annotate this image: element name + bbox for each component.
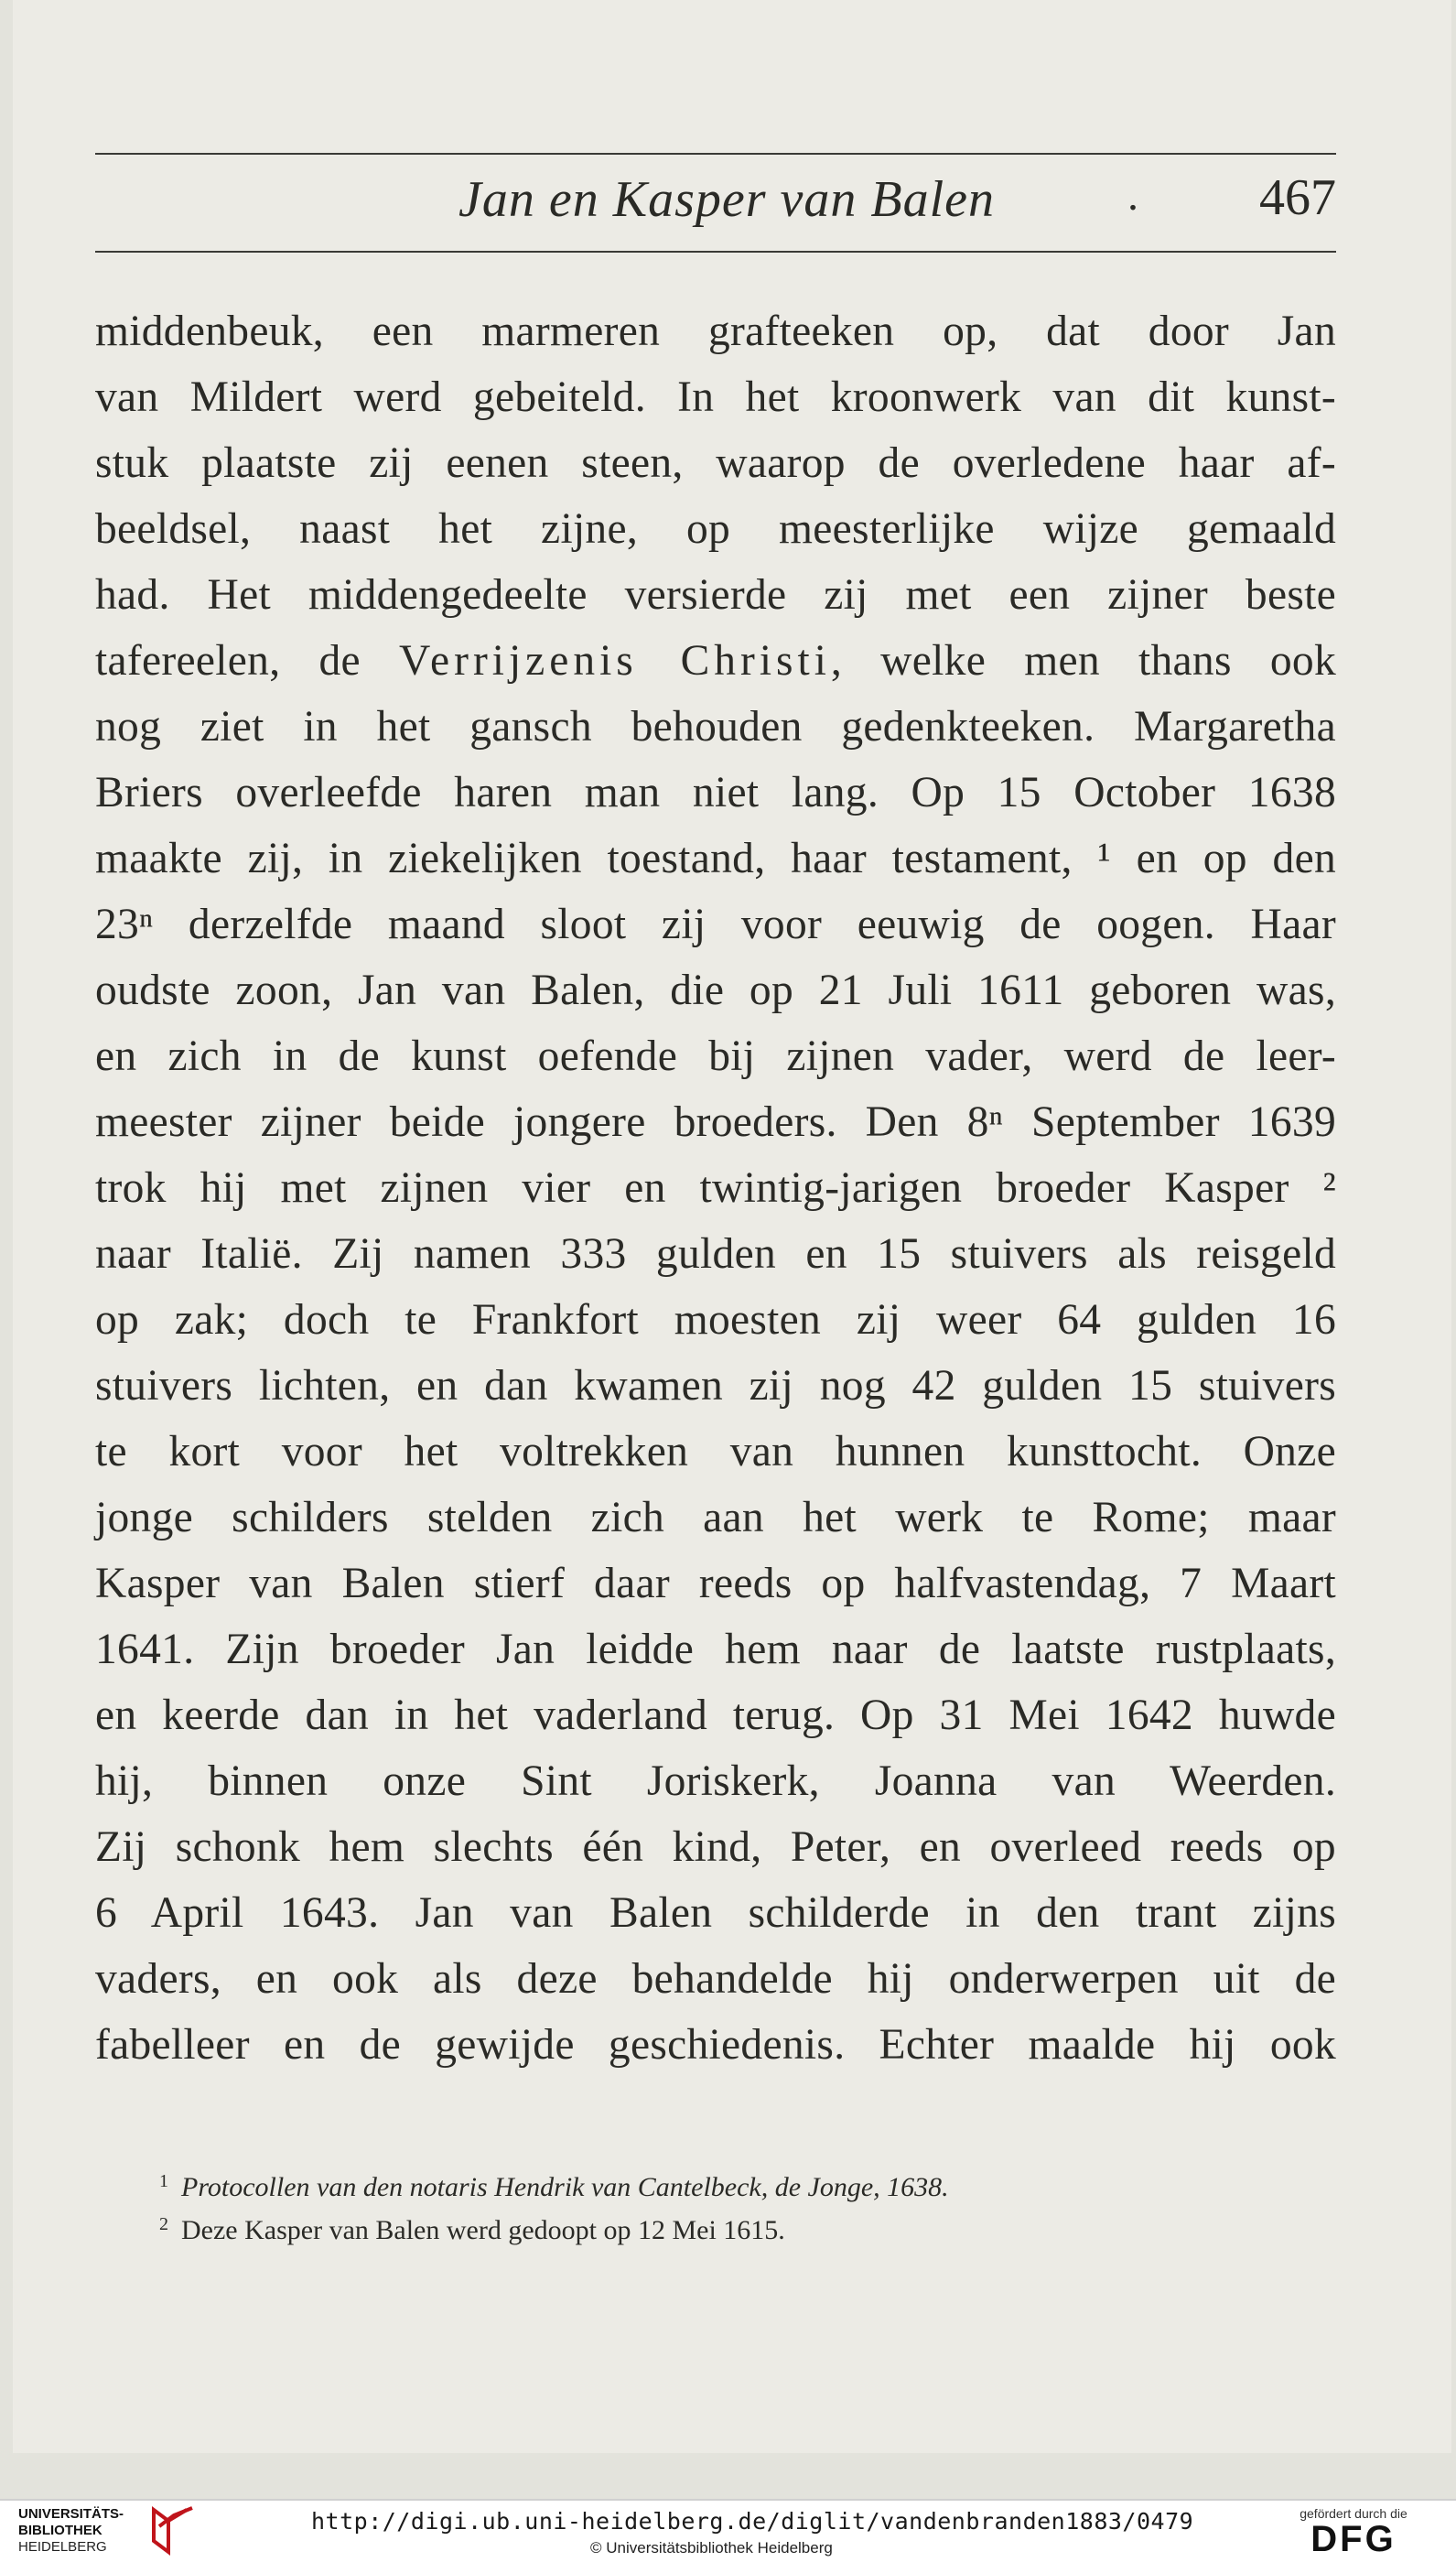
text-line: en keerde dan in het vaderland terug. Op 31 Mei 1642 huwde bbox=[95, 1692, 1336, 1739]
footer-bar bbox=[0, 2499, 1456, 2562]
footnote-text: Protocollen van den notaris Hendrik van Cantelbeck, de Jonge, 1638. bbox=[181, 2172, 949, 2202]
text-line: middenbeuk, een marmeren grafteeken op, dat door Jan bbox=[95, 308, 1336, 355]
library-name bbox=[18, 2506, 146, 2556]
page-number: 467 bbox=[1259, 169, 1336, 226]
header-rule-top bbox=[95, 153, 1336, 155]
dfg-logo: DFG bbox=[1310, 2519, 1397, 2559]
text-line: had. Het middengedeelte versierde zij met een zijner beste bbox=[95, 571, 1336, 619]
header-rule-bottom bbox=[95, 251, 1336, 253]
body-text bbox=[95, 298, 1336, 2078]
footnotes bbox=[159, 2163, 1257, 2249]
library-name-line: UNIVERSITÄTS- bbox=[18, 2506, 124, 2522]
library-name-line: BIBLIOTHEK bbox=[18, 2523, 102, 2538]
text-segment: , welke men thans ook bbox=[830, 637, 1337, 685]
sponsor-block bbox=[1271, 2506, 1436, 2557]
footnote bbox=[159, 2163, 1257, 2206]
text-line: vaders, en ook als deze behandelde hij onderwerpen uit de bbox=[95, 1955, 1336, 2003]
text-line: stuivers lichten, en dan kwamen zij nog 42 gulden 15 stuivers bbox=[95, 1362, 1336, 1410]
running-title: Jan en Kasper van Balen bbox=[458, 171, 995, 228]
scanned-page bbox=[13, 0, 1451, 2453]
text-line: trok hij met zijnen vier en twintig-jarigen broeder Kasper ² bbox=[95, 1164, 1336, 1212]
text-line: oudste zoon, Jan van Balen, die op 21 Juli 1611 geboren was, bbox=[95, 967, 1336, 1014]
text-segment: tafereelen, de bbox=[95, 637, 400, 685]
text-line: hij, binnen onze Sint Joriskerk, Joanna van Weerden. bbox=[95, 1757, 1336, 1805]
footnote-text: Deze Kasper van Balen werd gedoopt op 12 Mei 1615. bbox=[181, 2215, 785, 2245]
footnote-mark: 1 bbox=[159, 2171, 168, 2191]
text-line: Kasper van Balen stierf daar reeds op halfvastendag, 7 Maart bbox=[95, 1560, 1336, 1607]
footnote bbox=[159, 2206, 1257, 2249]
text-line: maakte zij, in ziekelijken toestand, haar testament, ¹ en op den bbox=[95, 835, 1336, 882]
library-logo-icon bbox=[146, 2504, 203, 2557]
text-line: jonge schilders stelden zich aan het werk te Rome; maar bbox=[95, 1494, 1336, 1541]
library-name-line: HEIDELBERG bbox=[18, 2539, 107, 2555]
text-line: 6 April 1643. Jan van Balen schilderde in den trant zijns bbox=[95, 1889, 1336, 1937]
text-line: meester zijner beide jongere broeders. Den 8ⁿ September 1639 bbox=[95, 1098, 1336, 1146]
text-line: te kort voor het voltrekken van hunnen kunsttocht. Onze bbox=[95, 1428, 1336, 1476]
text-line: beeldsel, naast het zijne, op meesterlijke wijze gemaald bbox=[95, 505, 1336, 553]
copyright-notice: © Universitätsbibliothek Heidelberg bbox=[590, 2539, 833, 2557]
text-line: 23ⁿ derzelfde maand sloot zij voor eeuwig de oogen. Haar bbox=[95, 901, 1336, 948]
permalink-url[interactable]: http://digi.ub.uni-heidelberg.de/diglit/vandenbranden1883/0479 bbox=[311, 2508, 1194, 2535]
text-line: fabelleer en de gewijde geschiedenis. Echter maalde hij ook bbox=[95, 2021, 1336, 2069]
footnote-mark: 2 bbox=[159, 2214, 168, 2234]
header-separator: . bbox=[1127, 171, 1138, 220]
text-line: Zij schonk hem slechts één kind, Peter, en overleed reeds op bbox=[95, 1823, 1336, 1871]
text-line bbox=[95, 628, 1336, 694]
text-line: Briers overleefde haren man niet lang. Op 15 October 1638 bbox=[95, 769, 1336, 816]
sponsor-label: gefördert durch die bbox=[1300, 2506, 1407, 2521]
spaced-title: Verrijzenis Christi bbox=[399, 637, 831, 685]
text-line: 1641. Zijn broeder Jan leidde hem naar de laatste rustplaats, bbox=[95, 1626, 1336, 1673]
text-line: naar Italië. Zij namen 333 gulden en 15 stuivers als reisgeld bbox=[95, 1230, 1336, 1278]
text-line: en zich in de kunst oefende bij zijnen vader, werd de leer- bbox=[95, 1032, 1336, 1080]
running-head bbox=[95, 163, 1336, 236]
text-line: nog ziet in het gansch behouden gedenkteeken. Margaretha bbox=[95, 703, 1336, 751]
text-line: stuk plaatste zij eenen steen, waarop de overledene haar af- bbox=[95, 439, 1336, 487]
text-line: op zak; doch te Frankfort moesten zij weer 64 gulden 16 bbox=[95, 1296, 1336, 1344]
text-line: van Mildert werd gebeiteld. In het kroonwerk van dit kunst- bbox=[95, 373, 1336, 421]
